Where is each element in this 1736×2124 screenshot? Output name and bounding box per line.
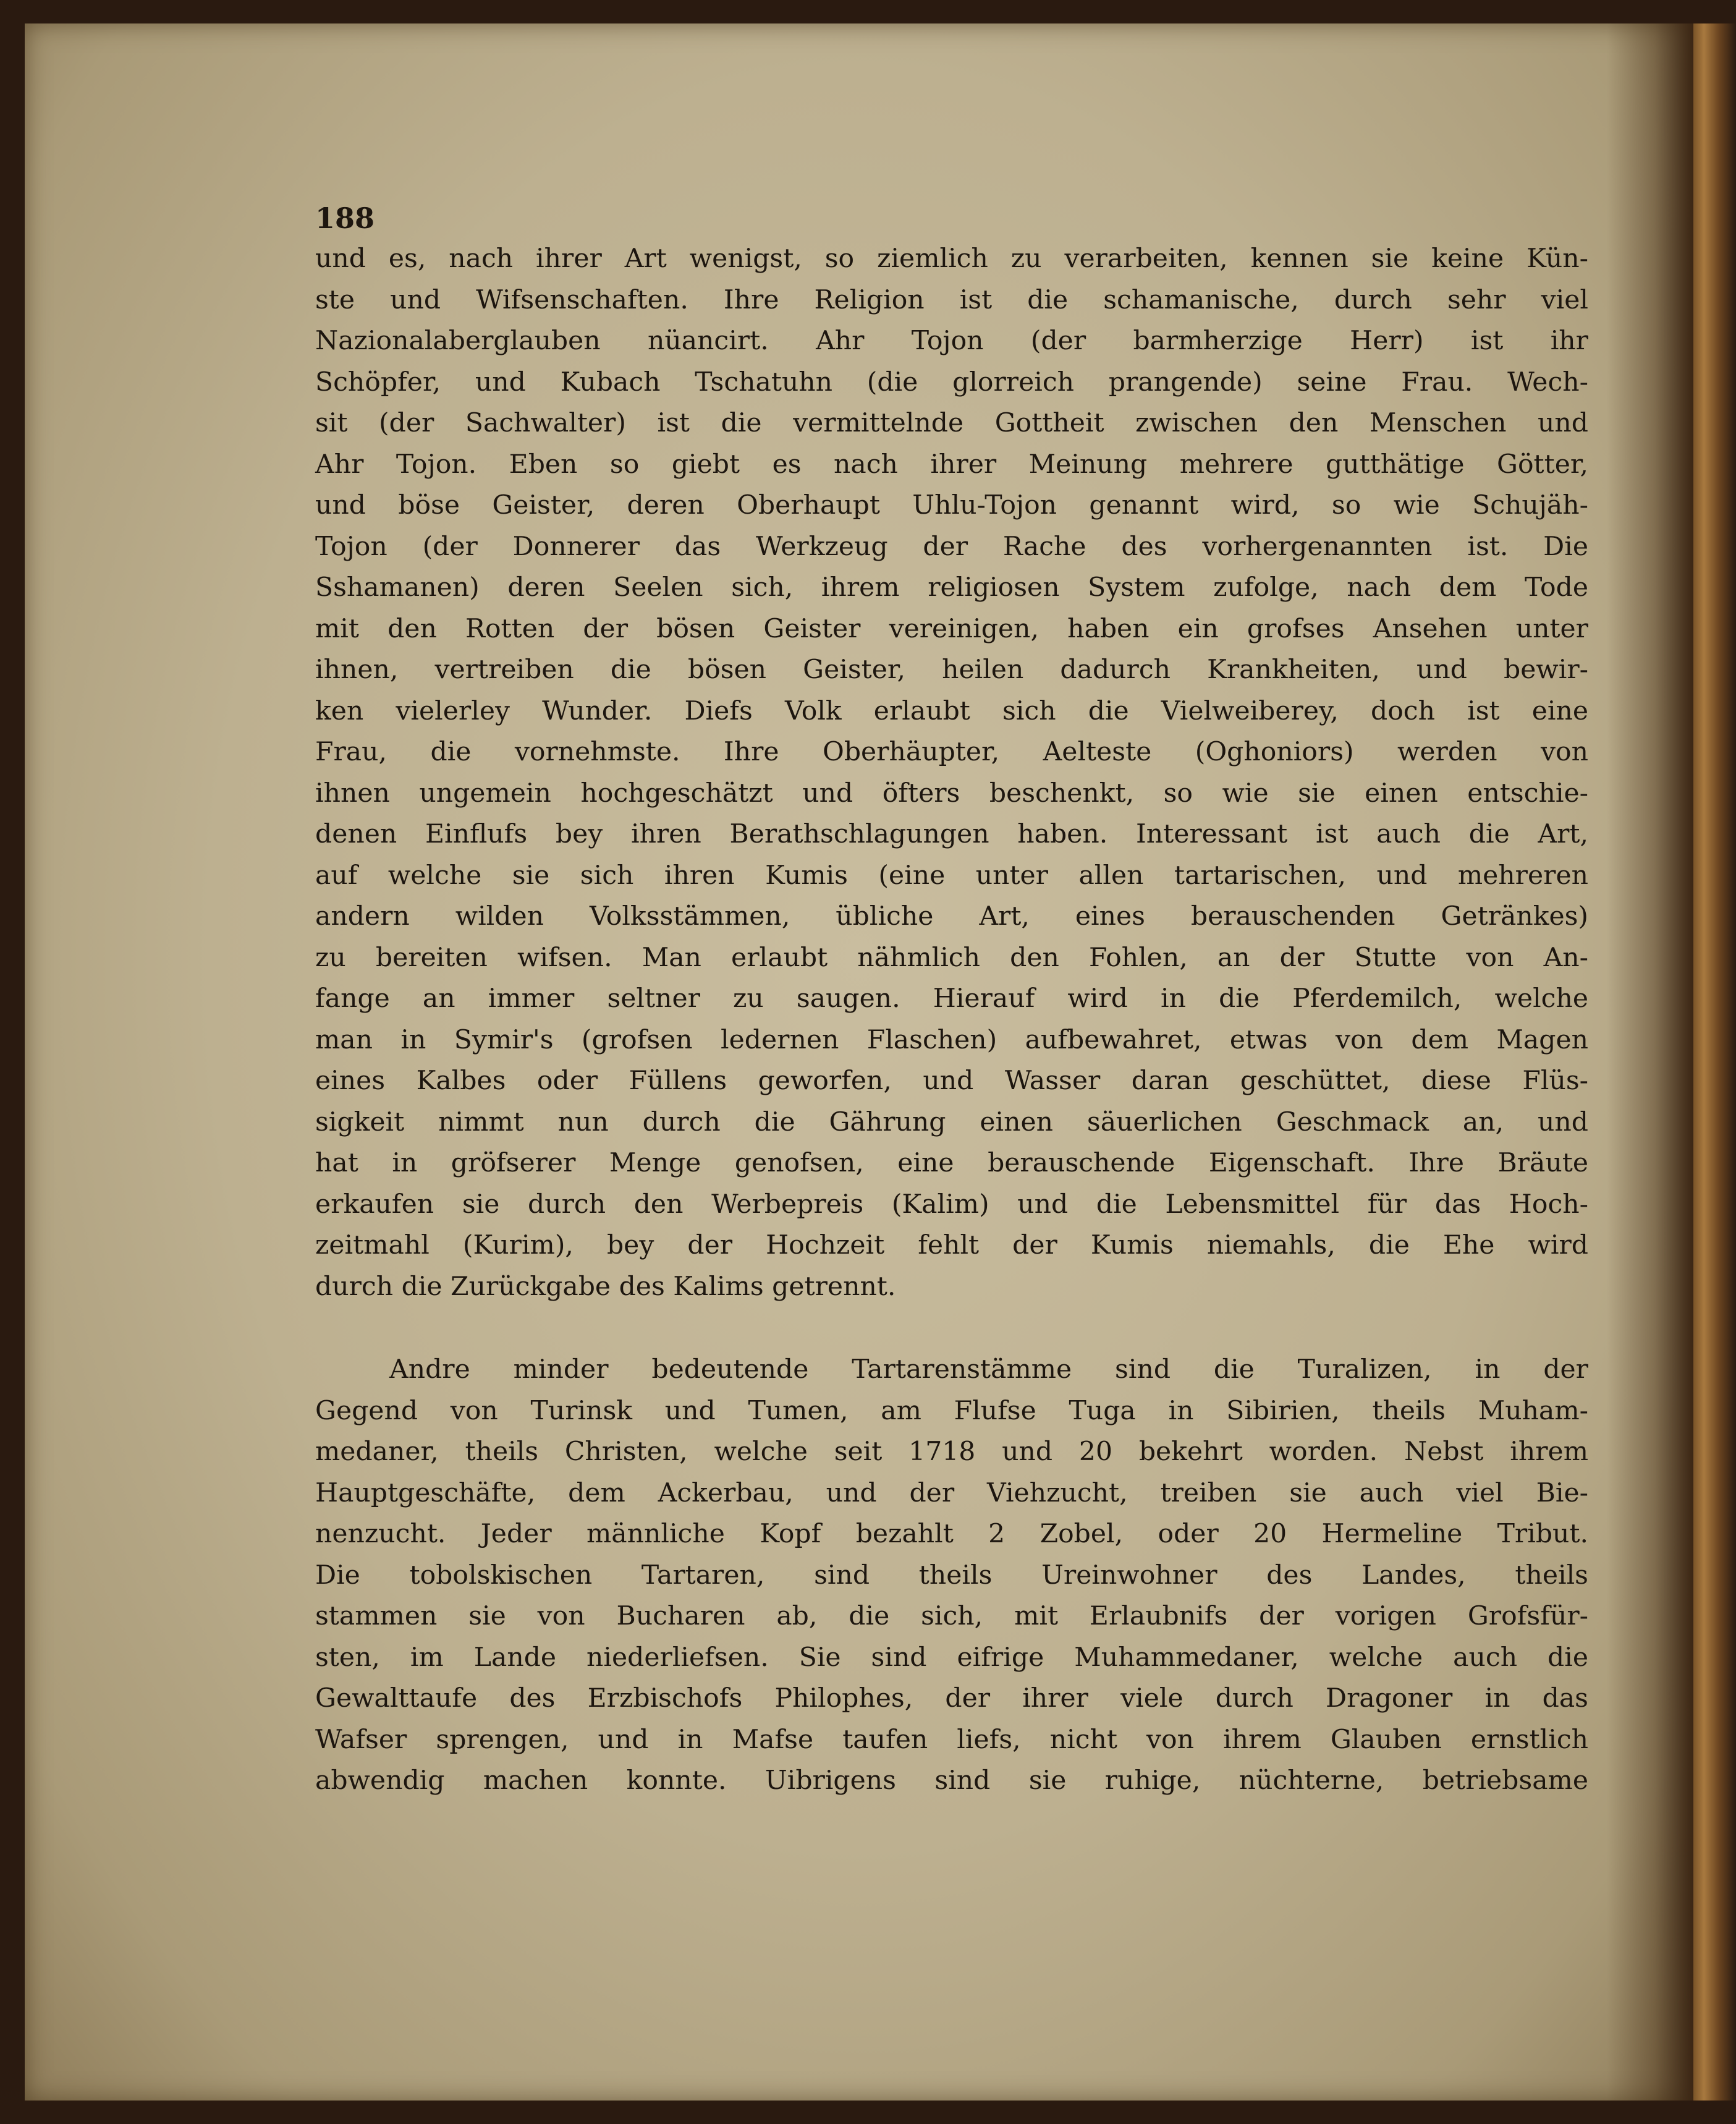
text-line: denen Einflufs bey ihren Berathschlagungen haben. Interessant ist auch die Art,: [315, 819, 1588, 849]
text-line: stammen sie von Bucharen ab, die sich, mit Erlaubnifs der vorigen Grofsfür-: [315, 1601, 1588, 1631]
text-line: Wafser sprengen, und in Mafse taufen liefs, nicht von ihrem Glauben ernstlich: [315, 1724, 1588, 1755]
text-line: hat in gröfserer Menge genofsen, eine berauschende Eigenschaft. Ihre Bräute: [315, 1148, 1588, 1178]
text-line: Schöpfer, und Kubach Tschatuhn (die glorreich prangende) seine Frau. Wech-: [315, 367, 1588, 397]
binding-gutter-shadow: [1607, 23, 1693, 2101]
text-line: und böse Geister, deren Oberhaupt Uhlu-Tojon genannt wird, so wie Schujäh-: [315, 490, 1588, 520]
text-line: mit den Rotten der bösen Geister vereinigen, haben ein grofses Ansehen unter: [315, 613, 1588, 644]
text-line: ihnen ungemein hochgeschätzt und öfters beschenkt, so wie sie einen entschie-: [315, 778, 1588, 809]
text-line: auf welche sie sich ihren Kumis (eine unter allen tartarischen, und mehreren: [315, 860, 1588, 891]
text-line: ihnen, vertreiben die bösen Geister, heilen dadurch Krankheiten, und bewir-: [315, 655, 1588, 685]
text-line: nenzucht. Jeder männliche Kopf bezahlt 2 Zobel, oder 20 Hermeline Tribut.: [315, 1519, 1588, 1549]
paragraph-1: [315, 239, 1588, 1307]
text-line: Andre minder bedeutende Tartarenstämme sind die Turalizen, in der: [389, 1354, 1588, 1385]
text-line: Frau, die vornehmste. Ihre Oberhäupter, Aelteste (Oghoniors) werden von: [315, 737, 1588, 767]
text-line: erkaufen sie durch den Werbepreis (Kalim) und die Lebensmittel für das Hoch-: [315, 1189, 1588, 1220]
text-line: durch die Zurückgabe des Kalims getrennt.: [315, 1271, 896, 1302]
text-line: zu bereiten wifsen. Man erlaubt nähmlich den Fohlen, an der Stutte von An-: [315, 942, 1588, 973]
text-line: Gewalttaufe des Erzbischofs Philophes, der ihrer viele durch Dragoner in das: [315, 1683, 1588, 1714]
text-line: Tojon (der Donnerer das Werkzeug der Rache des vorhergenannten ist. Die: [315, 531, 1588, 562]
paragraph-2: [315, 1349, 1588, 1802]
text-line: abwendig machen konnte. Uibrigens sind sie ruhige, nüchterne, betriebsame: [315, 1765, 1588, 1796]
text-line: andern wilden Volksstämmen, übliche Art, eines berauschenden Getränkes): [315, 901, 1588, 932]
text-line: Die tobolskischen Tartaren, sind theils Ureinwohner des Landes, theils: [315, 1560, 1588, 1591]
text-line: sigkeit nimmt nun durch die Gährung einen säuerlichen Geschmack an, und: [315, 1107, 1588, 1137]
text-line: Sshamanen) deren Seelen sich, ihrem religiosen System zufolge, nach dem Tode: [315, 572, 1588, 603]
text-line: sit (der Sachwalter) ist die vermittelnde Gottheit zwischen den Menschen und: [315, 408, 1588, 438]
text-line: fange an immer seltner zu saugen. Hierauf wird in die Pferdemilch, welche: [315, 983, 1588, 1014]
text-line: medaner, theils Christen, welche seit 1718 und 20 bekehrt worden. Nebst ihrem: [315, 1437, 1588, 1467]
text-line: und es, nach ihrer Art wenigst, so ziemlich zu verarbeiten, kennen sie keine Kün-: [315, 244, 1588, 274]
page-text-block: [315, 198, 1588, 1802]
paragraph-gap: [315, 1307, 1588, 1349]
text-line: sten, im Lande niederliefsen. Sie sind eifrige Muhammedaner, welche auch die: [315, 1642, 1588, 1673]
text-line: zeitmahl (Kurim), bey der Hochzeit fehlt der Kumis niemahls, die Ehe wird: [315, 1230, 1588, 1260]
next-page-edge: [1693, 23, 1736, 2101]
text-line: Ahr Tojon. Eben so giebt es nach ihrer Meinung mehrere gutthätige Götter,: [315, 449, 1588, 480]
text-line: ken vielerley Wunder. Diefs Volk erlaubt sich die Vielweiberey, doch ist eine: [315, 695, 1588, 726]
page-number: 188: [315, 202, 375, 235]
text-line: Nazionalaberglauben nüancirt. Ahr Tojon (der barmherzige Herr) ist ihr: [315, 326, 1588, 356]
text-line: ste und Wifsenschaften. Ihre Religion ist die schamanische, durch sehr viel: [315, 284, 1588, 315]
text-line: eines Kalbes oder Füllens geworfen, und Wasser daran geschüttet, diese Flüs-: [315, 1066, 1588, 1096]
text-line: man in Symir's (grofsen ledernen Flaschen) aufbewahret, etwas von dem Magen: [315, 1024, 1588, 1055]
text-line: Gegend von Turinsk und Tumen, am Flufse Tuga in Sibirien, theils Muham-: [315, 1395, 1588, 1426]
text-line: Hauptgeschäfte, dem Ackerbau, und der Viehzucht, treiben sie auch viel Bie-: [315, 1477, 1588, 1508]
